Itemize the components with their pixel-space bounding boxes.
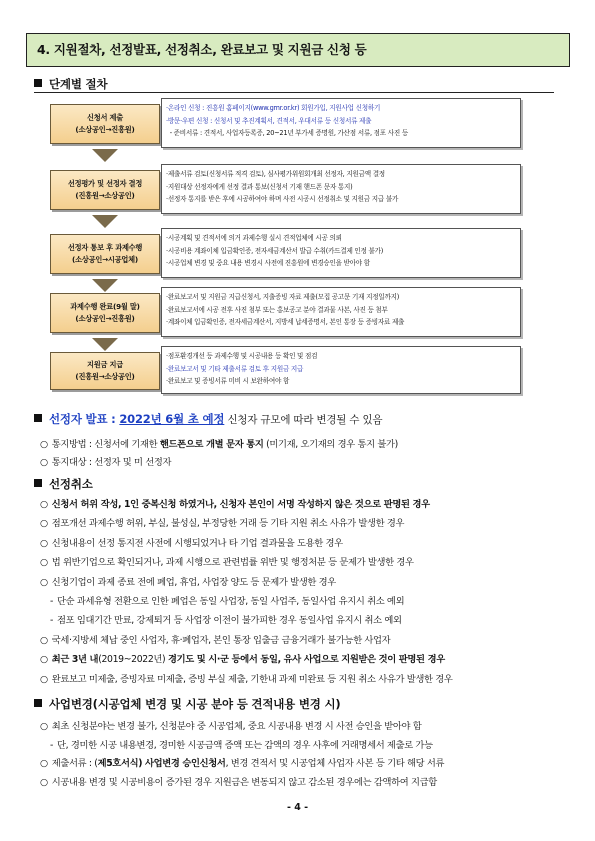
- steps-heading-text: 단계별 절차: [49, 77, 108, 91]
- circle-bullet-icon: ○: [40, 776, 48, 788]
- dash-bullet-icon: -: [50, 615, 54, 627]
- item-text: , 변경 견적서 및 시공업체 사업자 사본 등 기타 해당 서류: [225, 758, 445, 769]
- step-title: 지원금 지급: [86, 360, 124, 369]
- list-item: [50, 612, 402, 626]
- steps-heading: [34, 76, 107, 92]
- step-title: 신청서 제출: [86, 113, 124, 122]
- step-detail-box: [161, 164, 521, 214]
- step-actor: (소상공인→시공업체): [72, 255, 138, 264]
- down-arrow-icon: [92, 215, 118, 228]
- step-title-box: [50, 352, 160, 390]
- item-text: 신청기업이 과제 종료 전에 폐업, 휴업, 사업장 양도 등 문제가 발생한 경우: [51, 576, 336, 588]
- list-item: [40, 574, 336, 588]
- item-text: 시공내용 변경 및 시공비용이 증가된 경우 지원금은 변동되지 않고 감소된 경우에는 감액하여 지급함: [51, 776, 437, 788]
- list-item: [40, 755, 444, 769]
- circle-bullet-icon: ○: [40, 673, 48, 685]
- circle-bullet-icon: ○: [40, 537, 48, 549]
- step-actor: (소상공인→진흥원): [75, 125, 135, 134]
- step-title: 선정평가 및 선정자 결정: [67, 179, 143, 188]
- item-text: (2019~2022년): [98, 654, 168, 666]
- announcement-label: 선정자 발표 :: [49, 412, 120, 426]
- list-item: [40, 632, 390, 646]
- item-bold-text: 경기도 및 시·군 등에서 동일, 유사 사업으로 지원받은 것이 판명된 경우: [167, 654, 445, 666]
- square-bullet-icon: [34, 414, 42, 422]
- step-detail-line: ·제출서류 검토(신청서류 적격 검토), 심사평가위원회개최 선정자, 지원금액 결정: [166, 170, 385, 178]
- section-title: 4. 지원절차, 선정발표, 선정취소, 완료보고 및 지원금 신청 등: [26, 33, 570, 67]
- step-title-box: [50, 104, 160, 144]
- circle-bullet-icon: ○: [40, 499, 48, 510]
- list-item: [50, 593, 404, 607]
- item-text: 통지대상 : 선정자 및 미 선정자: [51, 457, 172, 468]
- circle-bullet-icon: ○: [40, 439, 48, 450]
- item-text: 제출서류 : (: [51, 758, 98, 769]
- item-text: 단순 과세유형 전환으로 인한 폐업은 동일 사업장, 동일 사업주, 동일사업 유지시 취소 예외: [57, 596, 405, 607]
- step-detail-line: ·완료보고서 및 지원금 지급신청서, 지출증빙 자료 제출(모집 공고문 기재 지정일까지): [166, 293, 400, 301]
- heading-rule: [34, 92, 554, 93]
- circle-bullet-icon: ○: [40, 457, 48, 468]
- step-detail-line: ·지원대상 선정자에게 선정 결과 통보(신청서 기재 핸드폰 문자 통지): [166, 182, 353, 191]
- step-detail-line: ·시공비용 계좌이체 입금확인증, 전자세금계산서 발급 수취(카드결제 인정 불가): [166, 246, 384, 255]
- item-text: 통지방법 : 신청서에 기재한: [51, 439, 160, 450]
- step-title: 과제수행 완료(9월 말): [70, 302, 140, 311]
- item-text: 점포개선 과제수행 허위, 부실, 불성실, 부정당한 거래 등 기타 지원 취소 사유가 발생한 경우: [51, 518, 405, 530]
- step-title-box: [50, 234, 160, 274]
- step-detail-line: ·선정자 통지를 받은 후에 시공하여야 하며 사전 시공시 선정취소 및 지원금 지급 불가: [166, 195, 399, 203]
- list-item: [50, 737, 433, 751]
- list-item: [40, 774, 437, 788]
- step-detail-box: [161, 98, 521, 148]
- step-detail-line: ·시공계획 및 견적서에 의거 과제수행 실시 견적업체에 시공 의뢰: [166, 234, 342, 242]
- dash-bullet-icon: -: [50, 596, 54, 607]
- step-detail-box: [161, 287, 521, 337]
- list-item: [40, 436, 398, 450]
- step-title-box: [50, 293, 160, 333]
- list-item: [40, 651, 445, 665]
- list-item: [40, 671, 453, 685]
- step-detail-line: ·완료보고서 및 기타 제출서류 검토 후 지원금 지급: [166, 364, 304, 373]
- item-bold-text: 최근 3년 내: [51, 654, 99, 666]
- circle-bullet-icon: ○: [40, 634, 48, 646]
- square-bullet-icon: [34, 479, 42, 487]
- square-bullet-icon: [34, 79, 42, 87]
- dash-bullet-icon: -: [50, 739, 54, 751]
- item-text: 최초 신청분야는 변경 불가, 신청분야 중 시공업체, 중요 시공내용 변경 시 사전 승인을 받아야 함: [51, 721, 422, 732]
- step-detail-line: ·점포환경개선 등 과제수행 및 시공내용 등 확인 및 점검: [166, 352, 318, 360]
- announcement-line: [34, 411, 382, 427]
- circle-bullet-icon: ○: [40, 721, 48, 732]
- circle-bullet-icon: ○: [40, 654, 48, 666]
- circle-bullet-icon: ○: [40, 758, 48, 769]
- list-item: [40, 496, 430, 510]
- down-arrow-icon: [92, 338, 118, 351]
- change-heading-text: 사업변경(시공업체 변경 및 시공 분야 등 견적내용 변경 시): [49, 697, 341, 711]
- change-heading: [34, 696, 340, 712]
- cancel-heading-text: 선정취소: [49, 477, 93, 491]
- step-actor: (소상공인→진흥원): [75, 314, 135, 323]
- down-arrow-icon: [92, 279, 118, 292]
- item-text: 신청내용이 선정 통지전 사전에 시행되었거나 타 기업 결과물을 도용한 경우: [51, 537, 343, 549]
- step-actor: (진흥원→소상공인): [75, 191, 135, 200]
- step-detail-line: ·완료보고서에 시공 전후 사진 첨부 또는 홍보공고 분야 결과물 사본, 사진 등 첨부: [166, 305, 388, 314]
- step-detail-line: - 준비서류 : 견적서, 사업자등록증, 20~21년 부가세 증명원, 가산점 서류, 점포 사진 등: [166, 129, 408, 137]
- item-text: 법 위반기업으로 확인되거나, 과제 시행으로 관련법률 위반 및 행정처분 등 문제가 발생한 경우: [51, 557, 414, 569]
- item-text: (미기재, 오기재의 경우 통지 불가): [263, 439, 398, 450]
- step-detail-line: ·시공업체 변경 및 중요 내용 변경시 사전에 진흥원에 변경승인을 받아야 함: [166, 259, 370, 267]
- list-item: [40, 554, 414, 568]
- list-item: [40, 515, 404, 529]
- step-actor: (진흥원→소상공인): [75, 372, 135, 381]
- list-item: [40, 535, 343, 549]
- step-title: 선정자 통보 후 과제수행: [67, 243, 143, 252]
- cancel-heading: [34, 476, 93, 492]
- list-item: [40, 718, 421, 732]
- announcement-note: 신청자 규모에 따라 변경될 수 있음: [224, 414, 383, 426]
- item-bold-text: 제5호서식) 사업변경 승인신청서: [97, 758, 226, 769]
- item-bold-text: 핸드폰으로 개별 문자 통지: [159, 439, 264, 450]
- item-text: 단, 경미한 시공 내용변경, 경미한 시공금액 증액 또는 감액의 경우 사후에 거래명세서 제출로 가능: [57, 739, 433, 751]
- step-title-box: [50, 170, 160, 210]
- item-text: 완료보고 미제출, 증빙자료 미제출, 증빙 부실 제출, 기한내 과제 미완료 등 지원 취소 사유가 발생한 경우: [51, 673, 453, 685]
- list-item: [40, 454, 171, 468]
- step-detail-line: ·온라인 신청 : 진흥원 홈페이지(www.gmr.or.kr) 회원가입, 지원사업 신청하기: [166, 104, 381, 112]
- item-bold-text: 신청서 허위 작성, 1인 중복신청 하였거나, 신청자 본인이 서명 작성하지 않은 것으로 판명된 경우: [51, 499, 430, 510]
- step-detail-line: ·계좌이체 입금확인증, 전자세금계산서, 지방세 납세증명서, 본인 통장 등 증빙자료 제출: [166, 318, 405, 326]
- step-detail-box: [161, 346, 521, 394]
- circle-bullet-icon: ○: [40, 518, 48, 530]
- circle-bullet-icon: ○: [40, 557, 48, 569]
- down-arrow-icon: [92, 149, 118, 162]
- step-detail-line: ·완료보고 및 증빙서류 미비 시 보완하여야 함: [166, 377, 290, 385]
- circle-bullet-icon: ○: [40, 576, 48, 588]
- item-text: 점포 임대기간 만료, 강제퇴거 등 사업장 이전이 불가피한 경우 동일사업 유지시 취소 예외: [57, 615, 402, 627]
- square-bullet-icon: [34, 699, 42, 707]
- announcement-date: 2022년 6월 초 예정: [119, 412, 225, 426]
- step-detail-line: ·방문·우편 신청 : 신청서 및 추진계획서, 견적서, 우대서류 등 신청서류 제출: [166, 116, 372, 125]
- item-text: 국세·지방세 체납 중인 사업자, 휴·폐업자, 본인 통장 입출금 금융거래가 불가능한 사업자: [51, 634, 391, 646]
- page-number: - 4 -: [286, 802, 309, 813]
- step-detail-box: [161, 228, 521, 278]
